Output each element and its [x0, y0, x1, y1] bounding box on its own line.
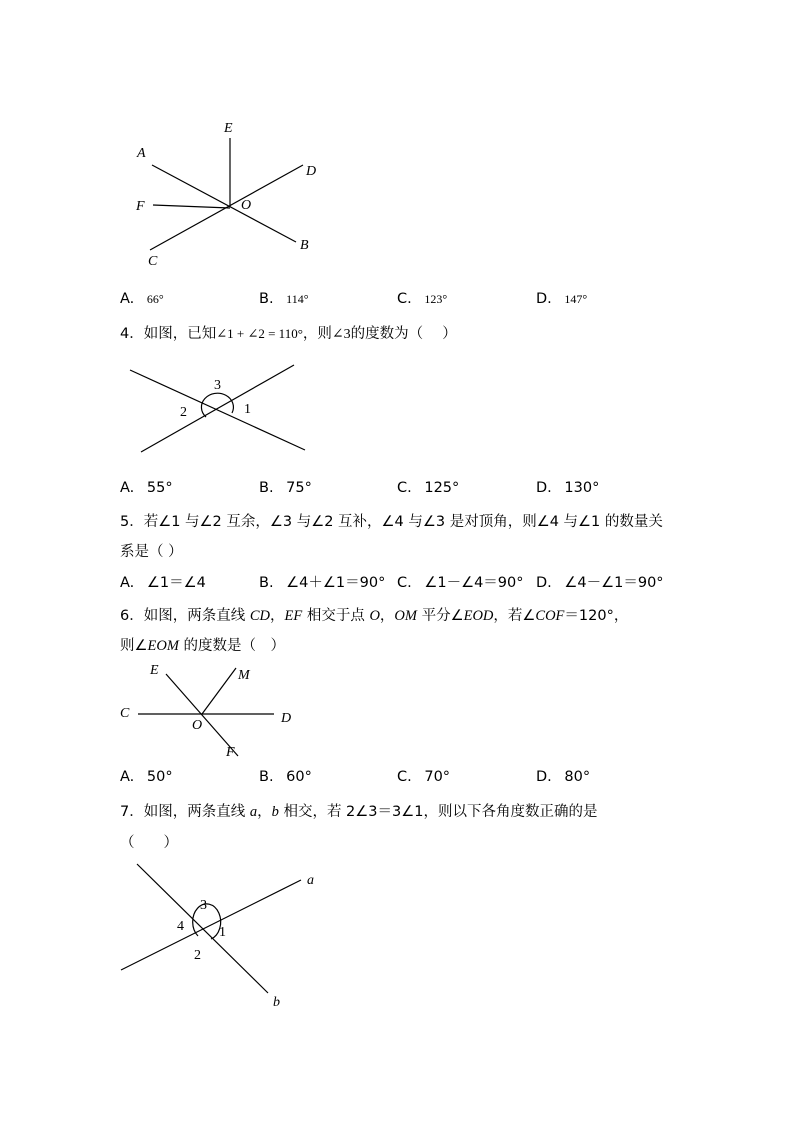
- q7-text: 相交，若 2∠3＝3∠1，则以下各角度数正确的是: [278, 804, 598, 820]
- label-F: F: [136, 199, 145, 214]
- option-letter: A.: [120, 480, 135, 496]
- q6-text: 则∠: [120, 638, 148, 654]
- option-value: 60°: [286, 769, 312, 785]
- line-OF: [153, 205, 230, 208]
- q7-text: ，: [257, 804, 272, 820]
- option-letter: B.: [259, 480, 274, 496]
- q3-option-c: [397, 291, 447, 307]
- label-1: 1: [244, 402, 251, 417]
- option-value: 123°: [424, 292, 448, 306]
- label-B: B: [300, 238, 309, 253]
- label-O: O: [241, 198, 252, 213]
- label-3: 3: [200, 898, 207, 913]
- q4-formula: ∠1 + ∠2 = 110°: [216, 326, 303, 341]
- q6-text: 的度数是（ ）: [178, 638, 286, 654]
- option-letter: A.: [120, 575, 135, 591]
- option-value: ∠4－∠1＝90°: [564, 575, 664, 591]
- q6-var-cof: COF: [535, 608, 565, 624]
- option-value: 114°: [286, 292, 309, 306]
- option-letter: D.: [536, 480, 552, 496]
- option-letter: C.: [397, 769, 412, 785]
- q6-var-eod: EOD: [463, 608, 494, 624]
- option-letter: D.: [536, 291, 552, 307]
- option-value: ∠4＋∠1＝90°: [286, 575, 386, 591]
- label-A: A: [137, 146, 146, 161]
- q6-var-o: O: [369, 608, 380, 624]
- label-1: 1: [219, 925, 226, 940]
- q6-text: ，: [379, 608, 395, 624]
- option-value: 75°: [286, 480, 312, 496]
- q6-var-eom: EOM: [147, 638, 179, 654]
- q3-option-b: [259, 291, 309, 307]
- q7-text: 7．如图，两条直线: [120, 804, 250, 820]
- q4-formula-angle3: ∠3: [331, 327, 351, 342]
- option-letter: D.: [536, 769, 552, 785]
- q4-stem-text-2: ，则: [302, 326, 332, 342]
- q4-option-a: [120, 480, 173, 496]
- label-D: D: [281, 711, 292, 726]
- label-F: F: [226, 745, 235, 760]
- label-4: 4: [177, 919, 184, 934]
- q7-var-b: b: [271, 804, 279, 820]
- option-value: 130°: [564, 480, 600, 496]
- q4-stem-text-3: 的度数为（ ）: [350, 326, 457, 342]
- label-C: C: [120, 706, 130, 721]
- option-letter: A.: [120, 769, 135, 785]
- q4-stem-text: 4．如图，已知: [120, 326, 217, 342]
- option-letter: B.: [259, 291, 274, 307]
- label-D: D: [306, 164, 317, 179]
- label-E: E: [150, 663, 159, 678]
- line-EF: [166, 674, 238, 756]
- option-value: ∠1＝∠4: [146, 575, 206, 591]
- option-letter: C.: [397, 480, 412, 496]
- q6-var-ef: EF: [284, 608, 303, 624]
- option-letter: D.: [536, 575, 552, 591]
- q5-option-c: [397, 571, 524, 592]
- option-letter: C.: [397, 291, 412, 307]
- q4-option-b: [259, 480, 312, 496]
- label-C: C: [148, 254, 158, 269]
- option-letter: C.: [397, 575, 412, 591]
- option-value: 125°: [424, 480, 460, 496]
- option-letter: B.: [259, 575, 274, 591]
- q6-option-a: [120, 769, 173, 785]
- q5-stem-line1: 5．若∠1 与∠2 互余，∠3 与∠2 互补，∠4 与∠3 是对顶角，则∠4 与∠1 的数量关: [120, 514, 663, 530]
- option-value: 80°: [564, 769, 591, 785]
- figure-q7-lines: [0, 855, 794, 1015]
- q4-stem: [120, 322, 457, 343]
- label-2: 2: [180, 405, 187, 420]
- q6-stem-line1: [120, 604, 628, 625]
- option-value: ∠1－∠4＝90°: [424, 575, 524, 591]
- q5-stem-line2: 系是（ ）: [120, 544, 183, 560]
- q4-option-c: [397, 480, 459, 496]
- q6-option-d: [536, 769, 590, 785]
- q3-option-d: [536, 291, 587, 307]
- q6-var-om: OM: [394, 608, 417, 624]
- q6-text: ＝120°，: [564, 608, 629, 624]
- q6-text: ，若∠: [493, 608, 536, 624]
- q5-option-b: [259, 571, 385, 592]
- q6-stem-line2: [120, 634, 285, 655]
- q5-option-d: [536, 571, 664, 592]
- option-letter: A.: [120, 291, 135, 307]
- q6-option-c: [397, 769, 450, 785]
- q7-stem-line1: [120, 800, 597, 821]
- label-E: E: [224, 121, 233, 136]
- option-value: 50°: [146, 769, 173, 785]
- line-a: [121, 880, 301, 970]
- q6-text: 平分∠: [416, 608, 464, 624]
- line-OM: [202, 668, 236, 714]
- q6-text: 6．如图，两条直线: [120, 608, 250, 624]
- figure-q6-lines: [0, 655, 794, 765]
- q6-var-cd: CD: [249, 608, 270, 624]
- label-M: M: [238, 668, 250, 683]
- label-b: b: [273, 995, 280, 1010]
- q6-option-b: [259, 769, 312, 785]
- q6-text: 相交于点: [302, 608, 370, 624]
- figure-q4-lines: [0, 355, 794, 465]
- label-O: O: [192, 718, 203, 733]
- line-b: [137, 864, 268, 993]
- q7-var-a: a: [249, 804, 258, 820]
- figure-q3-lines: [0, 0, 794, 280]
- option-value: 147°: [564, 292, 588, 306]
- label-2: 2: [194, 948, 201, 963]
- q7-stem-line2: （ ）: [120, 835, 178, 851]
- option-letter: B.: [259, 769, 274, 785]
- q6-text: ，: [270, 608, 285, 624]
- option-value: 70°: [424, 769, 451, 785]
- label-a: a: [307, 873, 314, 888]
- line-AB: [152, 165, 296, 242]
- option-value: 66°: [146, 292, 164, 306]
- label-3: 3: [214, 378, 221, 393]
- q3-option-a: [120, 291, 164, 307]
- q4-option-d: [536, 480, 599, 496]
- option-value: 55°: [146, 480, 173, 496]
- q5-option-a: [120, 571, 206, 592]
